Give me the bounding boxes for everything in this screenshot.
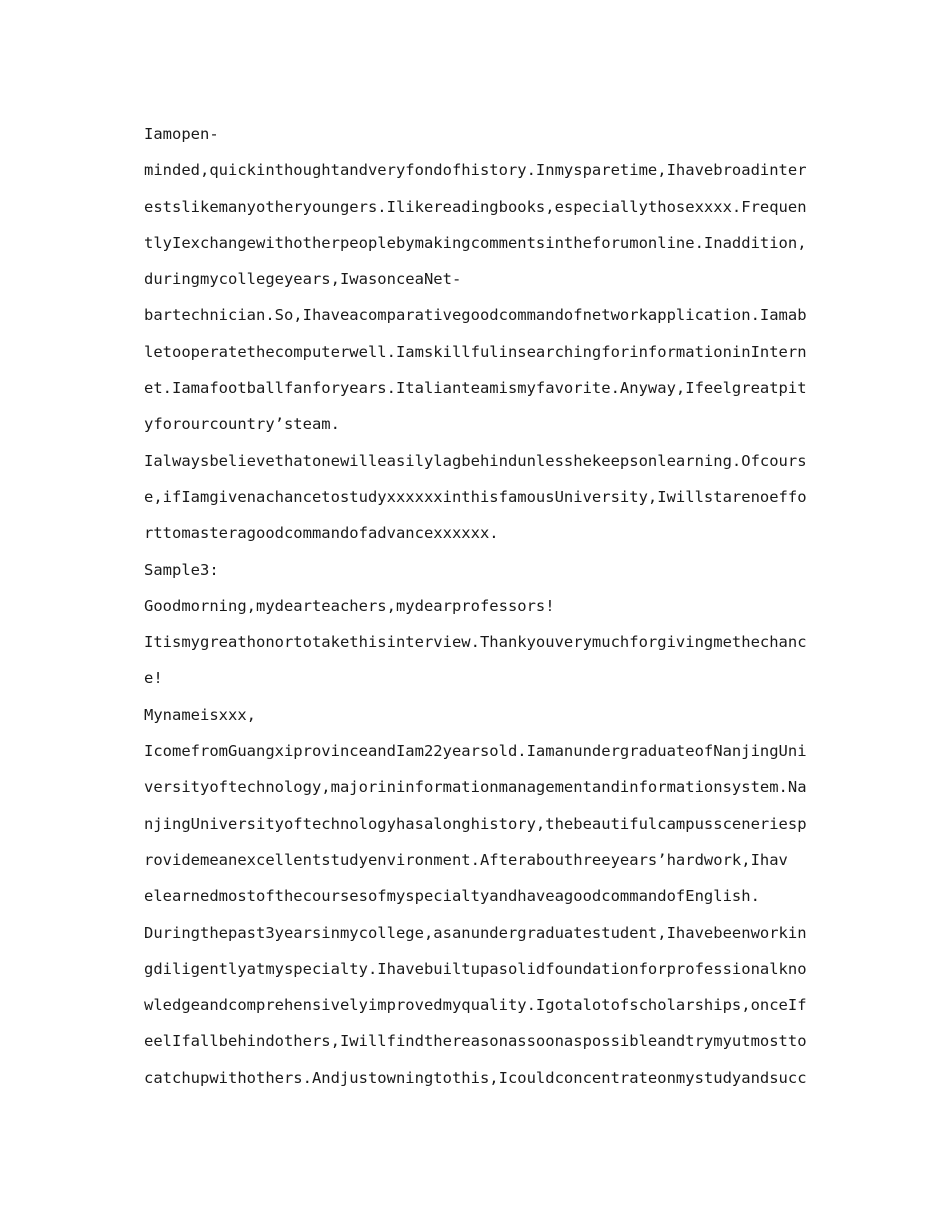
text-line: duringmycollegeyears,IwasonceaNet- [144,270,462,289]
text-line: elearnedmostofthecoursesofmyspecialtyandhaveagoodcommandofEnglish. [144,887,760,906]
text-line: rovidemeanexcellentstudyenvironment.Afterabouthreeyears’hardwork,Ihav [144,850,788,869]
text-line: eelIfallbehindothers,Iwillfindthereasonassoonaspossibleandtrymyutmostto [144,1032,807,1051]
text-line: IcomefromGuangxiprovinceandIam22yearsold.IamanundergraduateofNanjingUni [144,742,807,761]
text-line: et.Iamafootballfanforyears.Italianteamismyfavorite.Anyway,Ifeelgreatpit [144,379,807,398]
text-line: Iamopen- [144,125,219,143]
text-line: tlyIexchangewithotherpeoplebymakingcommentsintheforumonline.Inaddition, [144,233,807,252]
text-line: Ialwaysbelievethatonewilleasilylagbehindunlesshekeepsonlearning.Ofcours [144,451,807,470]
text-line: Itismygreathonortotakethisinterview.Thankyouverymuchforgivingmethechanc [144,633,807,652]
text-line: e,ifIamgivenachancetostudyxxxxxxinthisfamousUniversity,Iwillstarenoeffo [144,487,807,506]
text-line: bartechnician.So,Ihaveacomparativegoodcommandofnetworkapplication.Iamab [144,306,807,325]
text-line: Duringthepast3yearsinmycollege,asanundergraduatestudent,Ihavebeenworkin [144,923,807,942]
text-line: yforourcountry’steam. [144,415,340,434]
section-heading: Sample3: [144,560,219,579]
text-line: estslikemanyotheryoungers.Ilikereadingbooks,especiallythosexxxx.Frequen [144,197,807,216]
text-line: Goodmorning,mydearteachers,mydearprofessors! [144,596,555,615]
text-line: e! [144,669,163,688]
text-line: wledgeandcomprehensivelyimprovedmyquality.Igotalotofscholarships,onceIf [144,996,807,1015]
text-line: catchupwithothers.Andjustowningtothis,Icouldconcentrateonmystudyandsucc [144,1068,807,1087]
text-line: letooperatethecomputerwell.IamskillfulinsearchingforinformationinIntern [144,342,807,361]
text-line: gdiligentlyatmyspecialty.Ihavebuiltupasolidfoundationforprofessionalkno [144,959,807,978]
text-line: minded,quickinthoughtandveryfondofhistory.Inmysparetime,Ihavebroadinter [144,161,807,180]
text-line: njingUniversityoftechnologyhasalonghistory,thebeautifulcampussceneriesp [144,814,807,833]
body-text [144,116,809,1096]
text-line: Mynameisxxx, [144,705,256,724]
text-line: versityoftechnology,majorininformationmanagementandinformationsystem.Na [144,778,807,797]
text-line: rttomasteragoodcommandofadvancexxxxxx. [144,524,499,543]
